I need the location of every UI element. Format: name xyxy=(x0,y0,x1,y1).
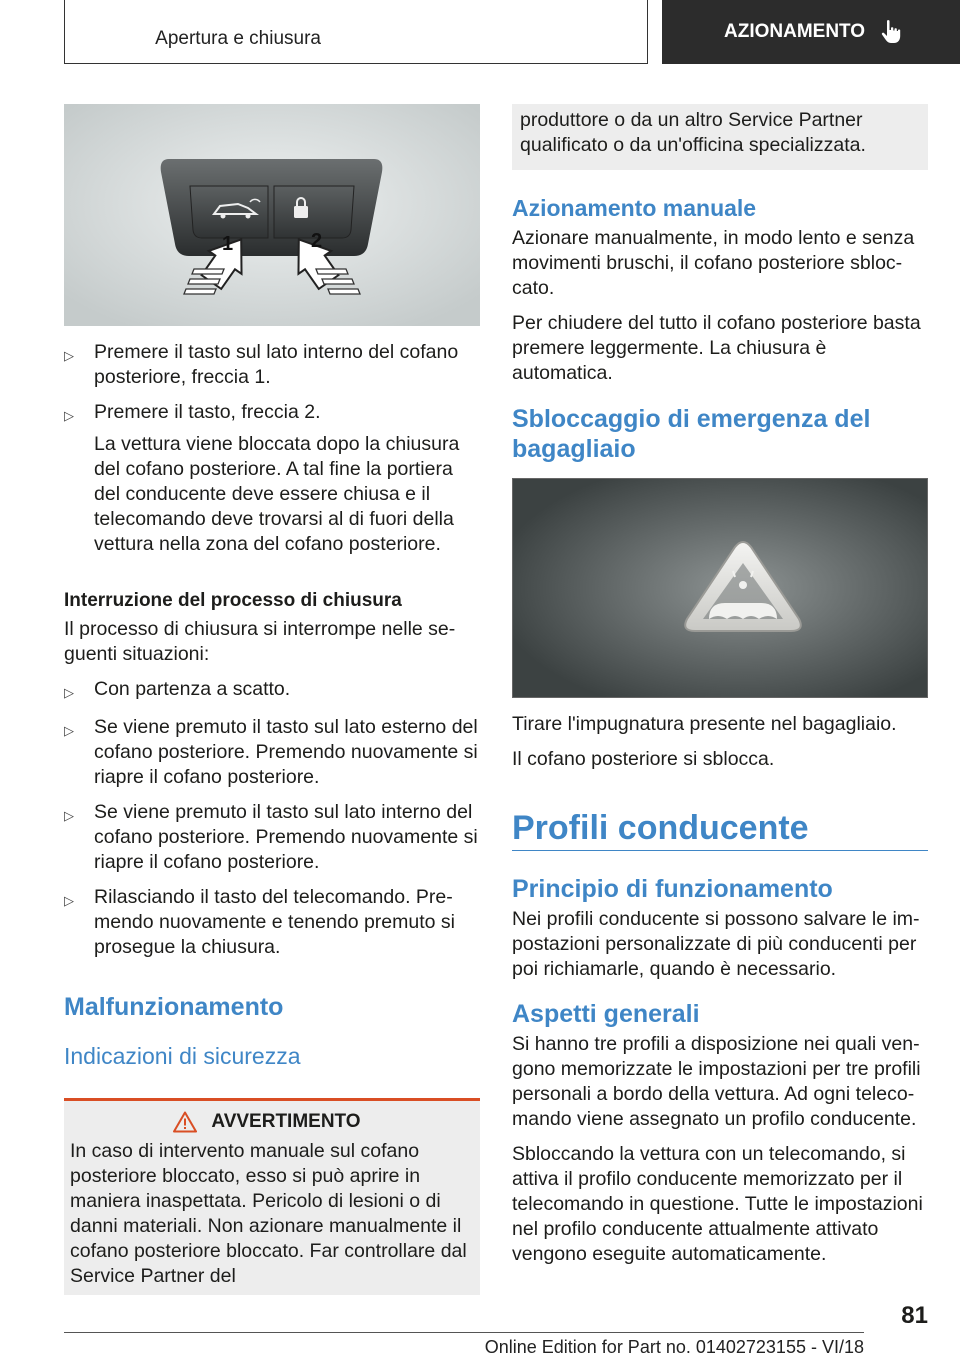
right-column xyxy=(512,104,928,1277)
heading-general: Aspetti generali xyxy=(512,1000,700,1028)
warning-box-continued: produttore o da un altro Service Partner qualificato o da un'officina specializzata. xyxy=(512,104,928,170)
header-section-title: Apertura e chiusura xyxy=(155,28,321,49)
paragraph: Sbloccando la vettura con un telecomando, si attiva il profilo conducente memorizzato per il telecomando in questione. Tutte le impostazioni nel profilo conducente attualmente attivato vengono eseguite automaticamente. xyxy=(512,1143,923,1265)
triangle-bullet-icon: ▷ xyxy=(64,723,74,738)
list-item: ▷ Se viene premuto il tasto sul lato esterno del cofano posteriore. Premendo nuovamente si riapre il cofano posteriore. xyxy=(64,716,478,788)
triangle-bullet-icon: ▷ xyxy=(64,893,74,908)
list-item: ▷ Rilasciando il tasto del telecomando. Premendo nuovamente e tenendo premuto si prosegue la chiusura. xyxy=(64,886,455,958)
arrow-label-2: 2 xyxy=(311,230,323,252)
triangle-bullet-icon: ▷ xyxy=(64,408,74,423)
subheading-interrupt: Interruzione del processo di chiusura xyxy=(64,590,402,611)
tailgate-buttons-figure xyxy=(64,104,480,326)
paragraph: Tirare l'impugnatura presente nel bagagliaio. xyxy=(512,713,897,735)
warning-box xyxy=(64,1098,480,1295)
triangle-bullet-icon: ▷ xyxy=(64,348,74,363)
list-item: ▷ Premere il tasto sul lato interno del cofano posteriore, freccia 1. xyxy=(64,341,459,388)
footer-rule xyxy=(64,1332,864,1333)
hand-pointer-icon xyxy=(879,19,903,45)
header-chapter-label: AZIONAMENTO xyxy=(724,21,866,42)
heading-principle: Principio di funzionamento xyxy=(512,875,833,903)
heading-manual-operation: Azionamento manuale xyxy=(512,195,757,221)
left-column xyxy=(64,104,480,1295)
list-item: ▷ Con partenza a scatto. xyxy=(64,677,480,705)
heading-malfunction: Malfunzionamento xyxy=(64,993,284,1021)
paragraph: Il cofano posteriore si sblocca. xyxy=(512,748,775,770)
paragraph: Nei profili conducente si possono salvare le impostazioni personalizzate di più conducenti per poi richiamarle, quando è necessario. xyxy=(512,908,920,980)
paragraph: Il processo di chiusura si interrompe nelle seguenti situazioni: xyxy=(64,618,456,665)
heading-safety: Indicazioni di sicurezza xyxy=(64,1043,301,1069)
arrow-label-1: 1 xyxy=(222,233,234,255)
warning-text: In caso di intervento manuale sul cofano posteriore bloccato, esso si può aprire in maniera inaspettata. Pericolo di lesioni o di danni materiali. Non azionare manualmente il cofano posteriore bloccato. Far controllare dal Service Partner del xyxy=(70,1140,467,1287)
tailgate-buttons-illustration xyxy=(64,104,480,326)
header-frame xyxy=(64,0,648,64)
footer-edition: Online Edition for Part no. 01402723155 - VI/18 xyxy=(484,1337,864,1357)
triangle-bullet-icon: ▷ xyxy=(64,685,74,700)
warning-title: AVVERTIMENTO xyxy=(70,1111,474,1133)
list-item: ▷ Premere il tasto, freccia 2. xyxy=(64,400,480,428)
triangle-bullet-icon: ▷ xyxy=(64,808,74,823)
warning-triangle-icon xyxy=(173,1111,197,1133)
emergency-handle-illustration xyxy=(513,479,927,697)
emergency-handle-figure xyxy=(512,478,928,698)
heading-driver-profiles: Profili conducente xyxy=(512,809,809,847)
paragraph: La vettura viene bloccata dopo la chiusura del cofano posteriore. A tal fine la portiera del conducente deve essere chiusa e il telecomando deve trovarsi al di fuori della vettura nella zona del cofano posteriore. xyxy=(94,433,460,555)
paragraph: Per chiudere del tutto il cofano posteriore basta premere leggermente. La chiusura è automatica. xyxy=(512,312,921,384)
list-item: ▷ Se viene premuto il tasto sul lato interno del cofano posteriore. Premendo nuovamente si riapre il cofano posteriore. xyxy=(64,801,478,873)
header-chapter-tab xyxy=(662,0,960,64)
paragraph: Azionare manualmente, in modo lento e senza movimenti bruschi, il cofano posteriore sbloccato. xyxy=(512,227,915,299)
page-number: 81 xyxy=(901,1302,928,1329)
heading-emergency-release: Sbloccaggio di emergenza del bagagliaio xyxy=(512,405,871,463)
paragraph: Si hanno tre profili a disposizione nei quali vengono memorizzate le impostazioni per tre profili personali a bordo della vettura. Ad ogni telecomando viene assegnato un profilo conducente. xyxy=(512,1033,921,1130)
